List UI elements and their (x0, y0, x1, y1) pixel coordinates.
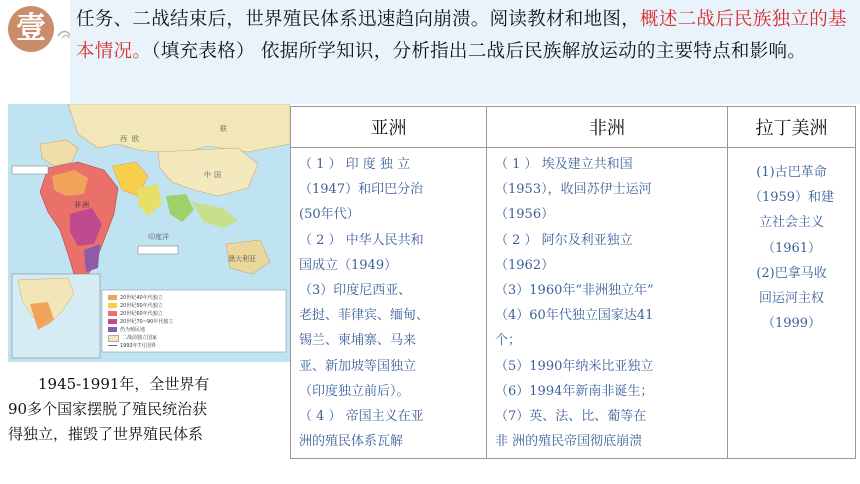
legend-swatch-40s (108, 295, 117, 300)
table-row (291, 148, 856, 459)
map-label-west: 西 (120, 135, 127, 143)
asia-line: 亚、新加坡等国独立 (299, 358, 417, 374)
latin-line: 回运河主权 (758, 291, 824, 307)
map-label-africa-1: 非 (74, 201, 81, 209)
map-label-africa-2: 洲 (82, 201, 89, 209)
task-suffix: （填充表格） 依据所学知识，分析指出二战后民族解放运动的主要特点和影响。 (151, 41, 807, 62)
asia-line: 锡兰、柬埔寨、马来 (299, 333, 417, 349)
independence-table (290, 106, 856, 459)
latin-line: （1961） (761, 240, 822, 256)
asia-line: 老挝、菲律宾、缅甸、 (299, 308, 430, 324)
map-label-union: 联 (220, 125, 227, 133)
africa-line: （4）60年代独立国家达41 (495, 308, 654, 324)
map-label-europe: 欧 (132, 135, 139, 143)
header-africa: 非洲 (487, 107, 728, 148)
africa-line: （7）英、法、比、葡等在 (495, 409, 647, 425)
africa-line: 个； (495, 333, 522, 349)
legend-swatch-50s (108, 303, 117, 308)
legend-label-70s-90s: 20世纪70~90年代独立 (120, 319, 174, 325)
asia-line: （ 1 ） 印 度 独 立 (299, 157, 411, 172)
header-latin-america: 拉丁美洲 (728, 107, 856, 148)
section-badge: 壹 (8, 6, 54, 52)
asia-line: (50年代） (299, 207, 360, 223)
africa-cell (487, 148, 728, 459)
latin-line: (2)巴拿马收 (756, 265, 827, 281)
world-map (8, 104, 290, 362)
legend-label-border: 1993年7月国界 (120, 343, 156, 349)
legend-label-40s: 20世纪40年代独立 (120, 295, 163, 301)
task-text (76, 4, 854, 68)
legend-label-50s: 20世纪50年代独立 (120, 303, 163, 309)
africa-line: （ 2 ） 阿尔及利亚独立 (495, 232, 633, 248)
table-header-row (291, 107, 856, 148)
map-label-china-1: 中 (204, 171, 211, 179)
legend-swatch-border (108, 345, 117, 346)
map-legend (108, 294, 284, 350)
legend-swatch-prewar (108, 335, 119, 342)
caption-line: 1945-1991年，全世界有 (38, 375, 210, 393)
legend-label-colony: 仍为殖民地 (120, 327, 146, 333)
africa-line: （1962） (495, 257, 555, 273)
africa-line: （ 1 ） 埃及建立共和国 (495, 157, 633, 172)
map-label-indian-ocean: 印度洋 (148, 233, 169, 241)
africa-line: 非 洲的殖民帝国彻底崩溃 (495, 434, 643, 450)
asia-line: 洲的殖民体系瓦解 (299, 434, 404, 450)
asia-line: （印度独立前后）。 (299, 383, 410, 399)
caption-line: 得独立，摧毁了世界殖民体系 (8, 425, 204, 443)
header-asia: 亚洲 (291, 107, 487, 148)
latin-line: （1999） (761, 316, 822, 332)
africa-line: （6）1994年新南非诞生； (495, 383, 654, 399)
map-caption (8, 372, 286, 447)
legend-swatch-60s (108, 311, 117, 316)
latin-line: (1)古巴革命 (756, 165, 827, 180)
asia-line: （ 4 ） 帝国主义在亚 (299, 409, 424, 425)
asia-cell (291, 148, 487, 459)
africa-line: （3）1960年“非洲独立年” (495, 283, 654, 299)
caption-line: 90多个国家摆脱了殖民统治获 (8, 400, 208, 418)
legend-swatch-70s-90s (108, 319, 117, 324)
legend-swatch-colony (108, 327, 117, 332)
latin-line: 立社会主义 (758, 215, 824, 231)
map-label-china-2: 国 (214, 171, 221, 179)
legend-label-60s: 20世纪60年代独立 (120, 311, 163, 317)
latin-america-cell (728, 148, 856, 459)
legend-label-prewar: 二战前独立国家 (122, 335, 158, 341)
asia-line: （1947）和印巴分治 (299, 182, 424, 198)
task-prefix: 任务、二战结束后，世界殖民体系迅速趋向崩溃。阅读教材和地图， (76, 9, 641, 30)
africa-line: （1953），收回苏伊士运河 (495, 182, 652, 198)
latin-line: （1959）和建 (748, 190, 835, 206)
asia-line: （3）印度尼西亚、 (299, 283, 412, 299)
asia-line: （ 2 ） 中华人民共和 (299, 232, 424, 248)
africa-line: （5）1990年纳米比亚独立 (495, 358, 654, 374)
asia-line: 国成立（1949） (299, 257, 398, 273)
task-highlight: 概述二战后民族独立的基本情况。 (76, 9, 847, 62)
map-label-australia: 澳大利亚 (228, 255, 256, 263)
africa-line: （1956） (495, 207, 555, 223)
